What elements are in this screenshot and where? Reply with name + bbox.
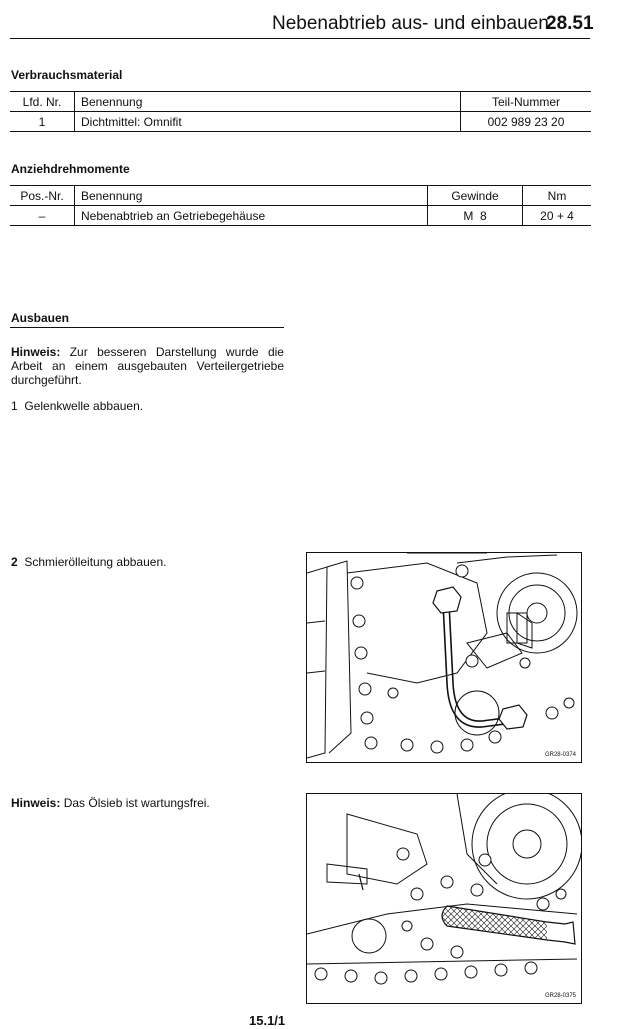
page-title: Nebenabtrieb aus- und einbauen — [272, 13, 549, 34]
note-paragraph — [11, 345, 284, 387]
figure-oil-line — [306, 552, 582, 763]
table-cell: 20 + 4 — [523, 206, 592, 226]
table-cell: Nebenabtrieb an Getriebegehäuse — [75, 206, 428, 226]
figure-code: GR28-0374 — [544, 752, 576, 758]
note-label: Hinweis: — [11, 345, 61, 359]
step-1 — [11, 399, 143, 413]
step-number: 1 — [11, 399, 18, 413]
consumables-heading: Verbrauchsmaterial — [11, 68, 123, 82]
table-cell: – — [10, 206, 75, 226]
column-header: Lfd. Nr. — [10, 92, 75, 112]
header-rule — [10, 38, 590, 39]
table-row — [10, 112, 591, 132]
table-header-row — [10, 186, 591, 206]
column-header: Gewinde — [428, 186, 523, 206]
section-number: 28.51 — [546, 13, 594, 34]
table-cell: 1 — [10, 112, 75, 132]
table-cell: M 8 — [428, 206, 523, 226]
column-header: Teil-Nummer — [461, 92, 592, 112]
torques-heading: Anziehdrehmomente — [11, 162, 130, 176]
column-header: Nm — [523, 186, 592, 206]
figure-oil-strainer — [306, 793, 582, 1004]
table-cell: Dichtmittel: Omnifit — [75, 112, 461, 132]
column-header: Benennung — [75, 186, 428, 206]
oil-line-illustration — [307, 553, 581, 762]
note-label: Hinweis: — [11, 796, 61, 810]
table-header-row — [10, 92, 591, 112]
step-text: Schmierölleitung abbauen. — [24, 555, 167, 569]
table-row — [10, 206, 591, 226]
step-2 — [11, 555, 166, 569]
column-header: Benennung — [75, 92, 461, 112]
figure-code: GR28-0375 — [544, 993, 576, 999]
consumables-table — [10, 91, 591, 132]
table-cell: 002 989 23 20 — [461, 112, 592, 132]
note-text: Das Ölsieb ist wartungsfrei. — [63, 796, 210, 810]
step-number: 2 — [11, 555, 18, 569]
removal-heading: Ausbauen — [11, 311, 70, 325]
oil-strainer-illustration — [307, 794, 581, 1003]
step-text: Gelenkwelle abbauen. — [24, 399, 144, 413]
note-text: Zur besseren Darstellung wurde die Arbeit an einem ausgebauten Verteilergetriebe durchgeführt. — [11, 345, 284, 387]
note-2 — [11, 796, 210, 810]
column-header: Pos.-Nr. — [10, 186, 75, 206]
torques-table — [10, 185, 591, 226]
section-rule — [10, 327, 284, 328]
page-number: 15.1/1 — [249, 1013, 286, 1028]
